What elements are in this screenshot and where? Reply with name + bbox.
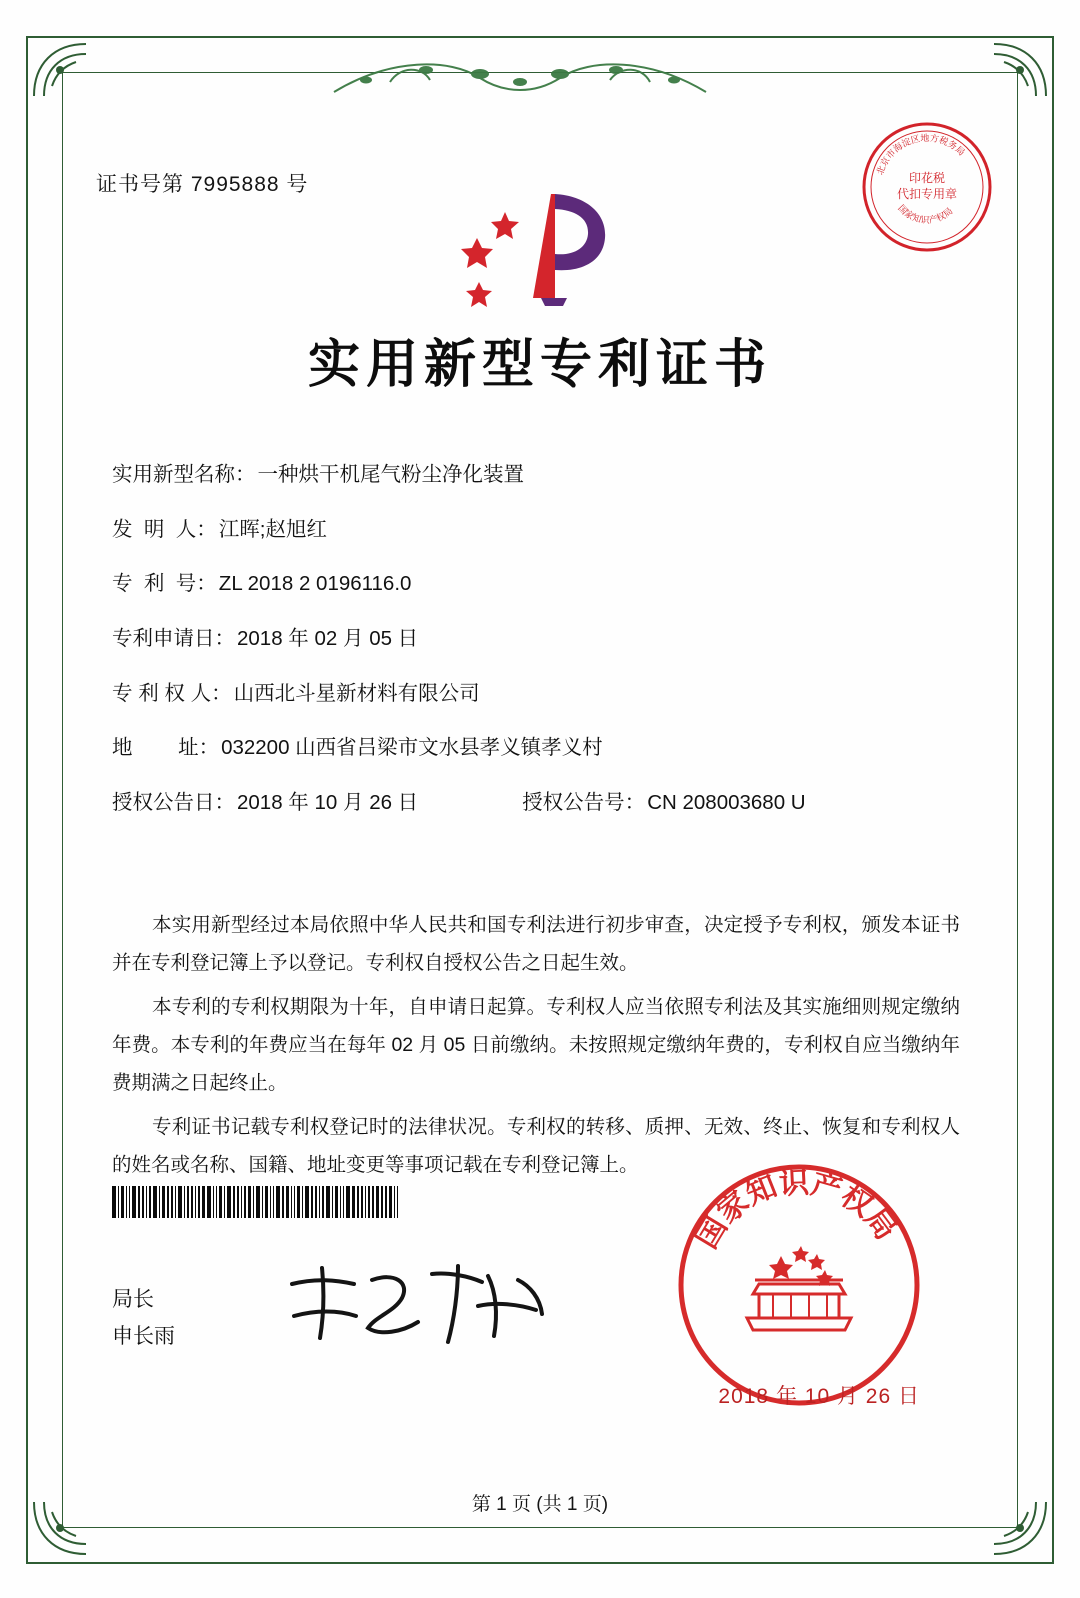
field-label: 发 明 人：: [112, 517, 217, 541]
barcode-bar: [368, 1186, 371, 1218]
barcode-bar: [273, 1186, 274, 1218]
field-value: 山西北斗星新材料有限公司: [233, 681, 480, 705]
barcode-bar: [291, 1186, 292, 1218]
page-title: 实用新型专利证书: [307, 337, 772, 394]
barcode-bar: [352, 1186, 355, 1218]
barcode-bar: [332, 1186, 333, 1218]
certificate-number: 证书号第 7995888 号: [96, 173, 309, 196]
barcode-bar: [149, 1186, 152, 1218]
svg-text:国家知识产权局: 国家知识产权局: [896, 202, 955, 226]
barcode-bar: [118, 1186, 119, 1218]
barcode-bar: [237, 1186, 238, 1218]
barcode-bar: [381, 1186, 382, 1218]
barcode-bar: [253, 1186, 254, 1218]
barcode-bar: [213, 1186, 214, 1218]
grant-number-label: 授权公告号：: [522, 790, 646, 814]
barcode-bar: [202, 1186, 205, 1218]
barcode-bar: [153, 1186, 157, 1218]
barcode-bar: [126, 1186, 127, 1218]
seal-date: 2018 年 10 月 26 日: [718, 1385, 920, 1408]
barcode-bar: [276, 1186, 280, 1218]
barcode-bar: [219, 1186, 222, 1218]
barcode-bar: [294, 1186, 295, 1218]
barcode-bar: [376, 1186, 380, 1218]
barcode-bar: [297, 1186, 300, 1218]
svg-text:代扣专用章: 代扣专用章: [896, 187, 958, 201]
field-row-patent-number: [112, 571, 972, 598]
barcode-bar: [361, 1186, 362, 1218]
barcode-bar: [162, 1186, 165, 1218]
barcode-bar: [171, 1186, 172, 1218]
barcode-bar: [286, 1186, 289, 1218]
paragraph-3: 专利证书记载专利权登记时的法律状况。专利权的转移、质押、无效、终止、恢复和专利权人的姓名或名称、国籍、地址变更等事项记载在专利登记簿上。: [112, 1116, 960, 1177]
field-list: [112, 462, 972, 844]
signature-role: 局长: [112, 1288, 154, 1311]
field-row-grant: [112, 790, 972, 817]
field-value: 032200 山西省吕梁市文水县孝义镇孝义村: [221, 736, 603, 760]
barcode-bar: [248, 1186, 251, 1218]
field-value: 2018 年 02 月 05 日: [237, 626, 419, 650]
barcode-bar: [112, 1186, 116, 1218]
barcode-bar: [146, 1186, 147, 1218]
barcode-bar: [311, 1186, 314, 1218]
svg-text:国家知识产权局: 国家知识产权局: [690, 1166, 903, 1255]
field-row-application-date: [112, 626, 972, 653]
barcode-bar: [167, 1186, 170, 1218]
barcode-bar: [385, 1186, 388, 1218]
patent-office-logo-icon: [455, 176, 621, 312]
barcode-bar: [121, 1186, 124, 1218]
barcode-bar: [365, 1186, 366, 1218]
barcode-bar: [282, 1186, 285, 1218]
barcode-bar: [207, 1186, 211, 1218]
barcode-bar: [302, 1186, 303, 1218]
paragraph-2: 本专利的专利权期限为十年，自申请日起算。专利权人应当依照专利法及其实施细则规定缴纳年费。本专利的年费应当在每年 02 月 05 日前缴纳。未按照规定缴纳年费的，专利权自应当缴纳年费期满之日起终止。: [112, 996, 960, 1095]
svg-text:印花税: 印花税: [908, 171, 946, 185]
field-label: 专 利 权 人：: [112, 681, 232, 705]
barcode-bar: [241, 1186, 242, 1218]
barcode-bar: [159, 1186, 160, 1218]
handwritten-signature-icon: [282, 1258, 552, 1348]
vine-ornament-icon: [330, 52, 710, 98]
barcode-bar: [270, 1186, 271, 1218]
barcode-bar: [138, 1186, 141, 1218]
barcode-bar: [305, 1186, 309, 1218]
field-row-inventor: [112, 517, 972, 544]
tax-stamp-seal-icon: [860, 120, 994, 254]
barcode-bar: [322, 1186, 325, 1218]
barcode-bar: [343, 1186, 344, 1218]
barcode-bar: [132, 1186, 136, 1218]
grant-number-value: CN 208003680 U: [647, 790, 806, 814]
field-value: 江晖;赵旭红: [218, 517, 327, 541]
field-label: 实用新型名称：: [112, 463, 256, 486]
barcode-bar: [389, 1186, 392, 1218]
field-value: 一种烘干机尾气粉尘净化装置: [257, 463, 524, 486]
barcode-bar: [372, 1186, 373, 1218]
grant-date-label: 授权公告日：: [112, 790, 235, 814]
field-row-name: [112, 462, 972, 489]
svg-text:北京市海淀区地方税务局: 北京市海淀区地方税务局: [874, 132, 967, 177]
barcode-bar: [227, 1186, 231, 1218]
barcode-bar: [198, 1186, 201, 1218]
barcode-bar: [262, 1186, 263, 1218]
barcode-bar: [340, 1186, 341, 1218]
barcode-bar: [265, 1186, 268, 1218]
legal-text: [112, 906, 960, 1190]
barcode-bar: [357, 1186, 360, 1218]
barcode-bar: [315, 1186, 316, 1218]
barcode-bar: [394, 1186, 395, 1218]
barcode-bar: [335, 1186, 338, 1218]
barcode-bar: [233, 1186, 236, 1218]
grant-date-value: 2018 年 10 月 26 日: [237, 790, 419, 814]
barcode-bar: [319, 1186, 320, 1218]
barcode-bar: [244, 1186, 247, 1218]
barcode-bar: [175, 1186, 176, 1218]
field-label: 专 利 号：: [112, 572, 217, 596]
barcode-bar: [346, 1186, 350, 1218]
official-seal-icon: [676, 1162, 922, 1408]
barcode-bar: [397, 1186, 398, 1218]
paragraph-1: 本实用新型经过本局依照中华人民共和国专利法进行初步审查，决定授予专利权，颁发本证书并在专利登记簿上予以登记。专利权自授权公告之日起生效。: [112, 914, 960, 975]
field-label: 地 址：: [112, 736, 220, 760]
barcode-bar: [184, 1186, 185, 1218]
barcode-bar: [142, 1186, 143, 1218]
field-value: ZL 2018 2 0196116.0: [218, 572, 412, 596]
field-row-address: [112, 735, 972, 762]
barcode-bar: [224, 1186, 225, 1218]
field-row-patentee: [112, 681, 972, 708]
barcode-bar: [191, 1186, 192, 1218]
patent-barcode: [112, 1186, 400, 1218]
corner-ornament-icon: [30, 40, 90, 100]
field-label: 专利申请日：: [112, 626, 235, 650]
signature-name: 申长雨: [112, 1324, 175, 1348]
barcode-bar: [129, 1186, 130, 1218]
corner-ornament-icon: [990, 40, 1050, 100]
barcode-bar: [187, 1186, 190, 1218]
barcode-bar: [216, 1186, 217, 1218]
page-footer: 第 1 页 (共 1 页): [471, 1494, 609, 1515]
barcode-bar: [195, 1186, 196, 1218]
barcode-bar: [178, 1186, 182, 1218]
signature-block: [112, 1282, 175, 1356]
barcode-bar: [256, 1186, 260, 1218]
barcode-bar: [326, 1186, 330, 1218]
